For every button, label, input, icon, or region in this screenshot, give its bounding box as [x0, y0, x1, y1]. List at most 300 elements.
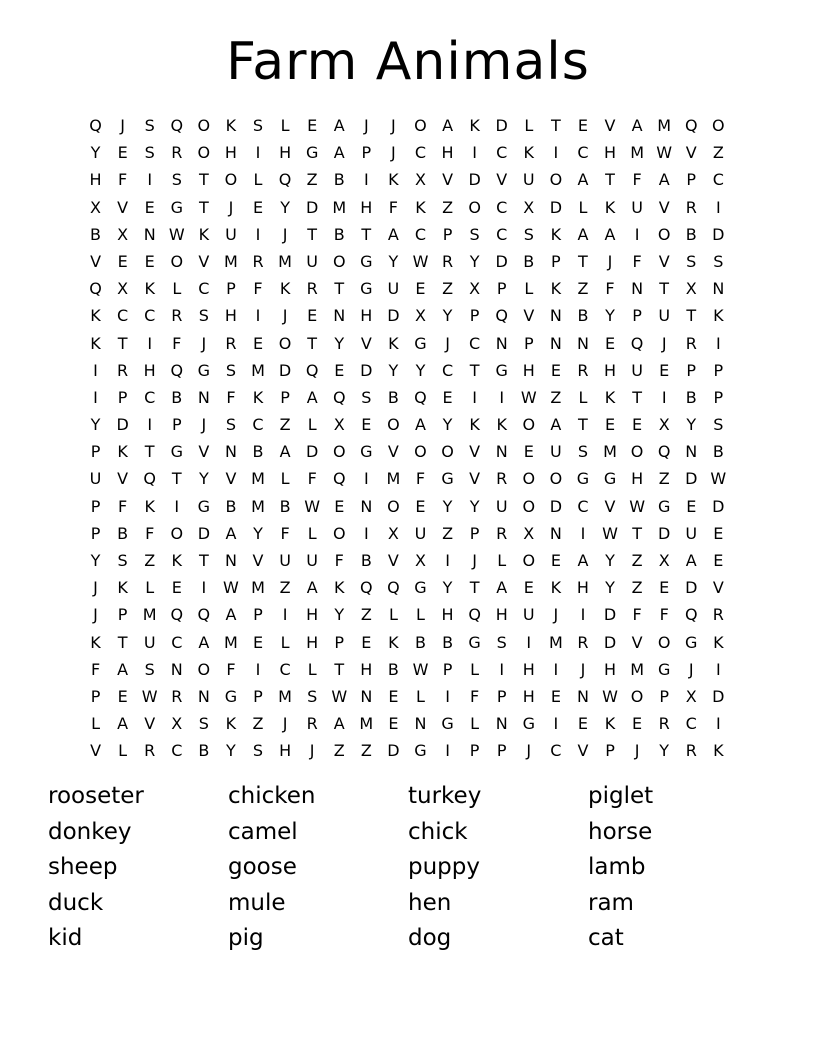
- grid-letter: J: [363, 116, 369, 135]
- grid-letter: Y: [90, 143, 101, 163]
- grid-letter: J: [93, 578, 98, 598]
- grid-letter: K: [496, 415, 507, 435]
- grid-letter: N: [576, 686, 589, 706]
- grid-letter: F: [632, 605, 642, 625]
- grid-letter: S: [523, 224, 534, 244]
- grid-letter: O: [387, 415, 400, 435]
- grid-letter: F: [388, 197, 398, 217]
- grid-letter: H: [604, 143, 617, 163]
- grid-letter: V: [658, 197, 670, 217]
- grid-letter: H: [522, 686, 535, 706]
- grid-letter: I: [363, 523, 369, 543]
- grid-letter: E: [388, 686, 399, 706]
- grid-letter: R: [171, 143, 183, 163]
- grid-letter: V: [198, 442, 210, 462]
- grid-letter: G: [685, 632, 698, 652]
- grid-letter: T: [198, 551, 209, 570]
- grid-letter: A: [306, 578, 318, 598]
- word-list-item: donkey: [48, 818, 132, 845]
- grid-letter: G: [468, 632, 481, 652]
- grid-letter: V: [252, 551, 264, 570]
- grid-letter: T: [198, 170, 209, 190]
- grid-letter: Q: [387, 578, 400, 598]
- grid-letter: K: [469, 415, 480, 435]
- grid-letter: D: [603, 605, 617, 625]
- grid-letter: B: [442, 632, 454, 652]
- grid-letter: E: [632, 415, 643, 435]
- grid-letter: E: [713, 551, 724, 570]
- grid-letter: C: [252, 415, 264, 435]
- grid-letter: J: [391, 143, 396, 163]
- grid-letter: E: [632, 714, 643, 734]
- grid-letter: Y: [605, 578, 615, 598]
- grid-letter: R: [171, 686, 183, 706]
- grid-letter: Y: [334, 605, 345, 625]
- grid-letter: F: [253, 279, 263, 299]
- grid-letter: W: [223, 578, 239, 598]
- grid-letter: I: [445, 741, 450, 761]
- grid-letter: Y: [605, 306, 615, 326]
- grid-letter: S: [225, 360, 236, 380]
- grid-letter: Z: [279, 415, 291, 435]
- letter-grid: [82, 112, 732, 765]
- grid-letter: K: [333, 578, 345, 598]
- grid-letter: P: [523, 333, 534, 353]
- grid-letter: N: [549, 523, 562, 543]
- grid-letter: A: [225, 605, 237, 625]
- grid-letter: I: [147, 170, 153, 190]
- grid-letter: P: [334, 632, 345, 652]
- grid-letter: T: [632, 387, 642, 407]
- grid-letter: D: [387, 306, 400, 326]
- grid-letter: M: [278, 686, 292, 706]
- grid-letter: I: [147, 333, 153, 353]
- grid-letter: A: [631, 116, 643, 135]
- grid-letter: I: [445, 551, 450, 570]
- grid-letter: S: [198, 714, 209, 734]
- grid-letter: P: [713, 387, 724, 407]
- grid-letter: H: [279, 143, 292, 163]
- grid-letter: M: [251, 496, 265, 516]
- word-list-item: kid: [48, 925, 83, 951]
- word-list-item: camel: [228, 818, 298, 845]
- grid-letter: I: [499, 659, 505, 679]
- grid-letter: P: [686, 360, 697, 380]
- grid-letter: C: [171, 632, 183, 652]
- grid-letter: A: [577, 551, 589, 570]
- grid-letter: D: [468, 170, 481, 190]
- grid-letter: P: [686, 170, 697, 190]
- grid-letter: B: [360, 551, 372, 570]
- word-list-item: goose: [228, 854, 297, 880]
- grid-letter: A: [387, 224, 399, 244]
- grid-letter: I: [472, 143, 477, 163]
- grid-letter: C: [685, 714, 697, 734]
- grid-letter: N: [495, 442, 508, 462]
- grid-letter: T: [605, 170, 615, 190]
- grid-letter: K: [198, 224, 210, 244]
- grid-letter: Q: [197, 605, 211, 625]
- grid-letter: T: [334, 279, 345, 299]
- grid-letter: G: [224, 686, 238, 706]
- grid-letter: P: [496, 741, 507, 761]
- word-list-item: pig: [228, 925, 264, 951]
- grid-letter: Y: [415, 360, 426, 380]
- grid-letter: E: [361, 415, 372, 435]
- grid-letter: D: [278, 360, 292, 380]
- grid-row: [82, 520, 732, 547]
- grid-letter: A: [604, 224, 616, 244]
- grid-letter: P: [442, 659, 453, 679]
- grid-letter: J: [309, 741, 315, 761]
- grid-letter: C: [198, 279, 210, 299]
- grid-letter: E: [577, 714, 588, 734]
- grid-letter: X: [90, 197, 102, 217]
- grid-letter: L: [172, 279, 182, 299]
- grid-letter: G: [522, 714, 535, 734]
- grid-row: [82, 629, 732, 656]
- grid-row: [82, 737, 732, 764]
- grid-letter: A: [685, 551, 697, 570]
- grid-letter: B: [333, 224, 345, 244]
- grid-letter: L: [280, 632, 290, 652]
- grid-letter: V: [144, 714, 156, 734]
- grid-letter: H: [89, 170, 102, 190]
- grid-letter: L: [307, 415, 317, 435]
- grid-letter: Z: [712, 143, 724, 163]
- grid-letter: P: [253, 605, 263, 625]
- grid-letter: U: [631, 360, 643, 380]
- grid-letter: K: [225, 116, 237, 135]
- grid-letter: U: [631, 197, 643, 217]
- grid-letter: U: [522, 170, 535, 190]
- grid-letter: Y: [659, 741, 670, 761]
- grid-letter: O: [522, 415, 536, 435]
- grid-letter: O: [387, 496, 400, 516]
- grid-letter: Y: [388, 360, 399, 380]
- grid-letter: B: [252, 442, 264, 462]
- grid-letter: U: [658, 306, 671, 326]
- grid-letter: S: [225, 415, 236, 435]
- grid-letter: J: [391, 116, 396, 135]
- grid-letter: Q: [332, 469, 346, 489]
- grid-letter: Y: [253, 523, 263, 543]
- grid-letter: L: [416, 605, 425, 625]
- grid-letter: U: [143, 632, 156, 652]
- grid-letter: E: [415, 496, 426, 516]
- grid-letter: G: [170, 442, 183, 462]
- grid-letter: R: [306, 279, 318, 299]
- grid-letter: E: [550, 686, 561, 706]
- grid-letter: O: [414, 116, 427, 135]
- grid-letter: V: [631, 632, 643, 652]
- page-title: Farm Animals: [226, 32, 590, 92]
- grid-row: [82, 574, 732, 601]
- grid-letter: Q: [684, 605, 698, 625]
- grid-letter: L: [307, 659, 317, 679]
- grid-letter: S: [252, 741, 264, 761]
- grid-letter: T: [117, 632, 128, 652]
- grid-letter: D: [549, 197, 563, 217]
- grid-letter: Y: [442, 578, 453, 598]
- grid-letter: Z: [631, 551, 643, 570]
- grid-letter: Y: [469, 496, 480, 516]
- grid-letter: O: [332, 523, 346, 543]
- grid-letter: O: [549, 469, 563, 489]
- grid-letter: G: [657, 496, 671, 516]
- grid-letter: J: [445, 333, 450, 353]
- word-list-item: ram: [588, 889, 634, 916]
- grid-letter: A: [117, 659, 129, 679]
- grid-letter: O: [657, 632, 671, 652]
- grid-letter: J: [580, 659, 586, 679]
- grid-letter: P: [90, 523, 101, 543]
- grid-letter: D: [495, 251, 508, 271]
- grid-letter: V: [442, 170, 454, 190]
- grid-letter: E: [659, 360, 670, 380]
- grid-letter: H: [360, 306, 373, 326]
- grid-row: [82, 248, 732, 275]
- grid-letter: C: [496, 143, 508, 163]
- grid-letter: K: [604, 387, 616, 407]
- grid-letter: S: [496, 632, 507, 652]
- grid-letter: T: [632, 523, 642, 543]
- grid-letter: U: [685, 523, 698, 543]
- word-list-item: rooseter: [48, 783, 144, 809]
- grid-letter: T: [469, 578, 480, 598]
- grid-letter: I: [661, 387, 667, 407]
- grid-letter: S: [198, 306, 209, 326]
- grid-letter: E: [252, 197, 264, 217]
- grid-letter: X: [685, 686, 697, 706]
- grid-letter: J: [526, 741, 532, 761]
- grid-letter: O: [170, 523, 184, 543]
- grid-letter: H: [495, 605, 508, 625]
- grid-letter: X: [171, 714, 183, 734]
- grid-letter: Q: [414, 387, 427, 407]
- grid-letter: O: [170, 251, 184, 271]
- grid-letter: Z: [442, 279, 454, 299]
- grid-letter: D: [603, 632, 617, 652]
- grid-letter: T: [469, 360, 480, 380]
- grid-letter: V: [685, 143, 697, 163]
- grid-letter: M: [142, 605, 157, 625]
- grid-letter: Z: [360, 741, 372, 761]
- grid-letter: U: [306, 551, 319, 570]
- grid-letter: D: [712, 496, 725, 516]
- word-list-item: duck: [48, 889, 104, 916]
- grid-letter: X: [414, 306, 426, 326]
- grid-letter: I: [553, 714, 559, 734]
- grid-letter: G: [414, 578, 427, 598]
- grid-letter: E: [604, 415, 616, 435]
- grid-letter: O: [278, 333, 292, 353]
- grid-letter: A: [279, 442, 291, 462]
- grid-letter: E: [415, 279, 426, 299]
- grid-letter: C: [117, 306, 129, 326]
- grid-letter: B: [279, 496, 291, 516]
- grid-letter: C: [496, 197, 508, 217]
- grid-letter: L: [524, 116, 534, 135]
- grid-letter: E: [144, 197, 155, 217]
- grid-letter: L: [416, 686, 425, 706]
- grid-letter: G: [305, 143, 319, 163]
- grid-letter: K: [523, 143, 535, 163]
- grid-letter: K: [469, 116, 480, 135]
- grid-letter: N: [631, 279, 644, 299]
- grid-letter: K: [713, 741, 724, 761]
- grid-letter: V: [577, 741, 589, 761]
- grid-letter: K: [550, 578, 562, 598]
- grid-letter: S: [252, 116, 264, 135]
- grid-letter: Q: [170, 360, 184, 380]
- grid-letter: I: [715, 333, 721, 353]
- grid-letter: V: [225, 469, 237, 489]
- grid-letter: G: [495, 360, 508, 380]
- grid-letter: T: [578, 415, 588, 435]
- word-list-item: dog: [408, 925, 452, 951]
- grid-row: [82, 357, 732, 384]
- grid-letter: L: [145, 578, 155, 598]
- grid-letter: K: [117, 442, 128, 462]
- grid-letter: P: [442, 224, 453, 244]
- grid-letter: N: [549, 306, 562, 326]
- grid-letter: E: [307, 116, 318, 135]
- grid-letter: B: [712, 442, 724, 462]
- grid-letter: H: [631, 469, 644, 489]
- grid-letter: Y: [198, 469, 209, 489]
- grid-letter: J: [228, 197, 234, 217]
- grid-letter: I: [553, 143, 559, 163]
- grid-letter: N: [712, 279, 725, 299]
- grid-row: [82, 302, 732, 329]
- grid-letter: U: [522, 605, 535, 625]
- grid-letter: R: [225, 333, 237, 353]
- grid-letter: V: [117, 469, 129, 489]
- grid-letter: Y: [90, 551, 101, 570]
- grid-letter: A: [496, 578, 508, 598]
- grid-letter: T: [307, 333, 318, 353]
- grid-letter: I: [472, 387, 477, 407]
- word-list: [48, 780, 768, 958]
- word-list-item: piglet: [588, 783, 654, 809]
- grid-letter: F: [632, 251, 642, 271]
- grid-letter: W: [710, 469, 727, 489]
- grid-row: [82, 656, 732, 683]
- grid-letter: U: [495, 496, 508, 516]
- grid-letter: F: [307, 469, 317, 489]
- grid-letter: T: [171, 469, 182, 489]
- grid-letter: Q: [89, 279, 102, 299]
- grid-letter: N: [333, 306, 346, 326]
- grid-letter: X: [117, 279, 129, 299]
- grid-letter: I: [93, 387, 98, 407]
- grid-letter: K: [144, 279, 155, 299]
- grid-letter: U: [306, 251, 319, 271]
- grid-letter: H: [279, 741, 292, 761]
- grid-letter: E: [604, 333, 616, 353]
- grid-letter: P: [659, 686, 669, 706]
- grid-letter: C: [414, 143, 427, 163]
- grid-letter: W: [304, 496, 321, 516]
- grid-letter: P: [117, 387, 128, 407]
- grid-letter: O: [522, 496, 536, 516]
- grid-letter: C: [171, 741, 183, 761]
- grid-letter: A: [442, 116, 454, 135]
- grid-letter: P: [90, 686, 101, 706]
- grid-letter: A: [577, 170, 589, 190]
- grid-letter: G: [576, 469, 590, 489]
- grid-letter: I: [580, 605, 586, 625]
- grid-letter: I: [580, 523, 586, 543]
- grid-letter: E: [523, 442, 534, 462]
- grid-letter: A: [415, 415, 426, 435]
- grid-letter: R: [685, 741, 697, 761]
- grid-letter: Y: [388, 251, 399, 271]
- grid-letter: O: [549, 170, 563, 190]
- grid-letter: J: [607, 251, 613, 271]
- grid-letter: Q: [170, 116, 184, 135]
- grid-letter: X: [414, 551, 426, 570]
- grid-letter: N: [197, 686, 210, 706]
- grid-letter: L: [307, 523, 317, 543]
- grid-letter: X: [333, 415, 345, 435]
- grid-letter: B: [685, 387, 697, 407]
- grid-letter: W: [412, 659, 429, 679]
- grid-letter: H: [224, 306, 237, 326]
- grid-letter: X: [523, 197, 535, 217]
- grid-letter: C: [414, 224, 427, 244]
- grid-letter: P: [226, 279, 236, 299]
- grid-letter: V: [658, 251, 670, 271]
- grid-letter: V: [90, 741, 102, 761]
- grid-letter: V: [90, 251, 102, 271]
- grid-letter: E: [144, 251, 155, 271]
- grid-letter: S: [144, 143, 155, 163]
- grid-letter: N: [576, 333, 589, 353]
- grid-letter: E: [388, 714, 399, 734]
- grid-letter: R: [496, 469, 508, 489]
- grid-letter: R: [685, 333, 697, 353]
- grid-letter: R: [685, 197, 697, 217]
- grid-letter: P: [253, 686, 263, 706]
- grid-letter: C: [441, 360, 454, 380]
- grid-letter: B: [387, 387, 399, 407]
- grid-letter: O: [197, 659, 211, 679]
- grid-letter: S: [307, 686, 318, 706]
- grid-letter: V: [604, 116, 616, 135]
- grid-letter: I: [255, 143, 261, 163]
- grid-letter: Y: [226, 741, 236, 761]
- grid-letter: K: [90, 632, 101, 652]
- grid-row: [82, 275, 732, 302]
- grid-letter: N: [495, 333, 508, 353]
- grid-letter: Q: [89, 116, 102, 135]
- grid-letter: M: [548, 632, 563, 652]
- grid-letter: M: [224, 632, 238, 652]
- grid-letter: F: [226, 659, 236, 679]
- grid-letter: N: [360, 496, 373, 516]
- grid-letter: O: [197, 116, 211, 135]
- grid-letter: A: [225, 523, 237, 543]
- grid-letter: S: [117, 551, 128, 570]
- grid-letter: X: [414, 170, 426, 190]
- grid-letter: I: [363, 170, 369, 190]
- grid-letter: I: [93, 360, 98, 380]
- grid-letter: B: [117, 523, 129, 543]
- grid-letter: O: [332, 251, 346, 271]
- grid-letter: Y: [334, 333, 345, 353]
